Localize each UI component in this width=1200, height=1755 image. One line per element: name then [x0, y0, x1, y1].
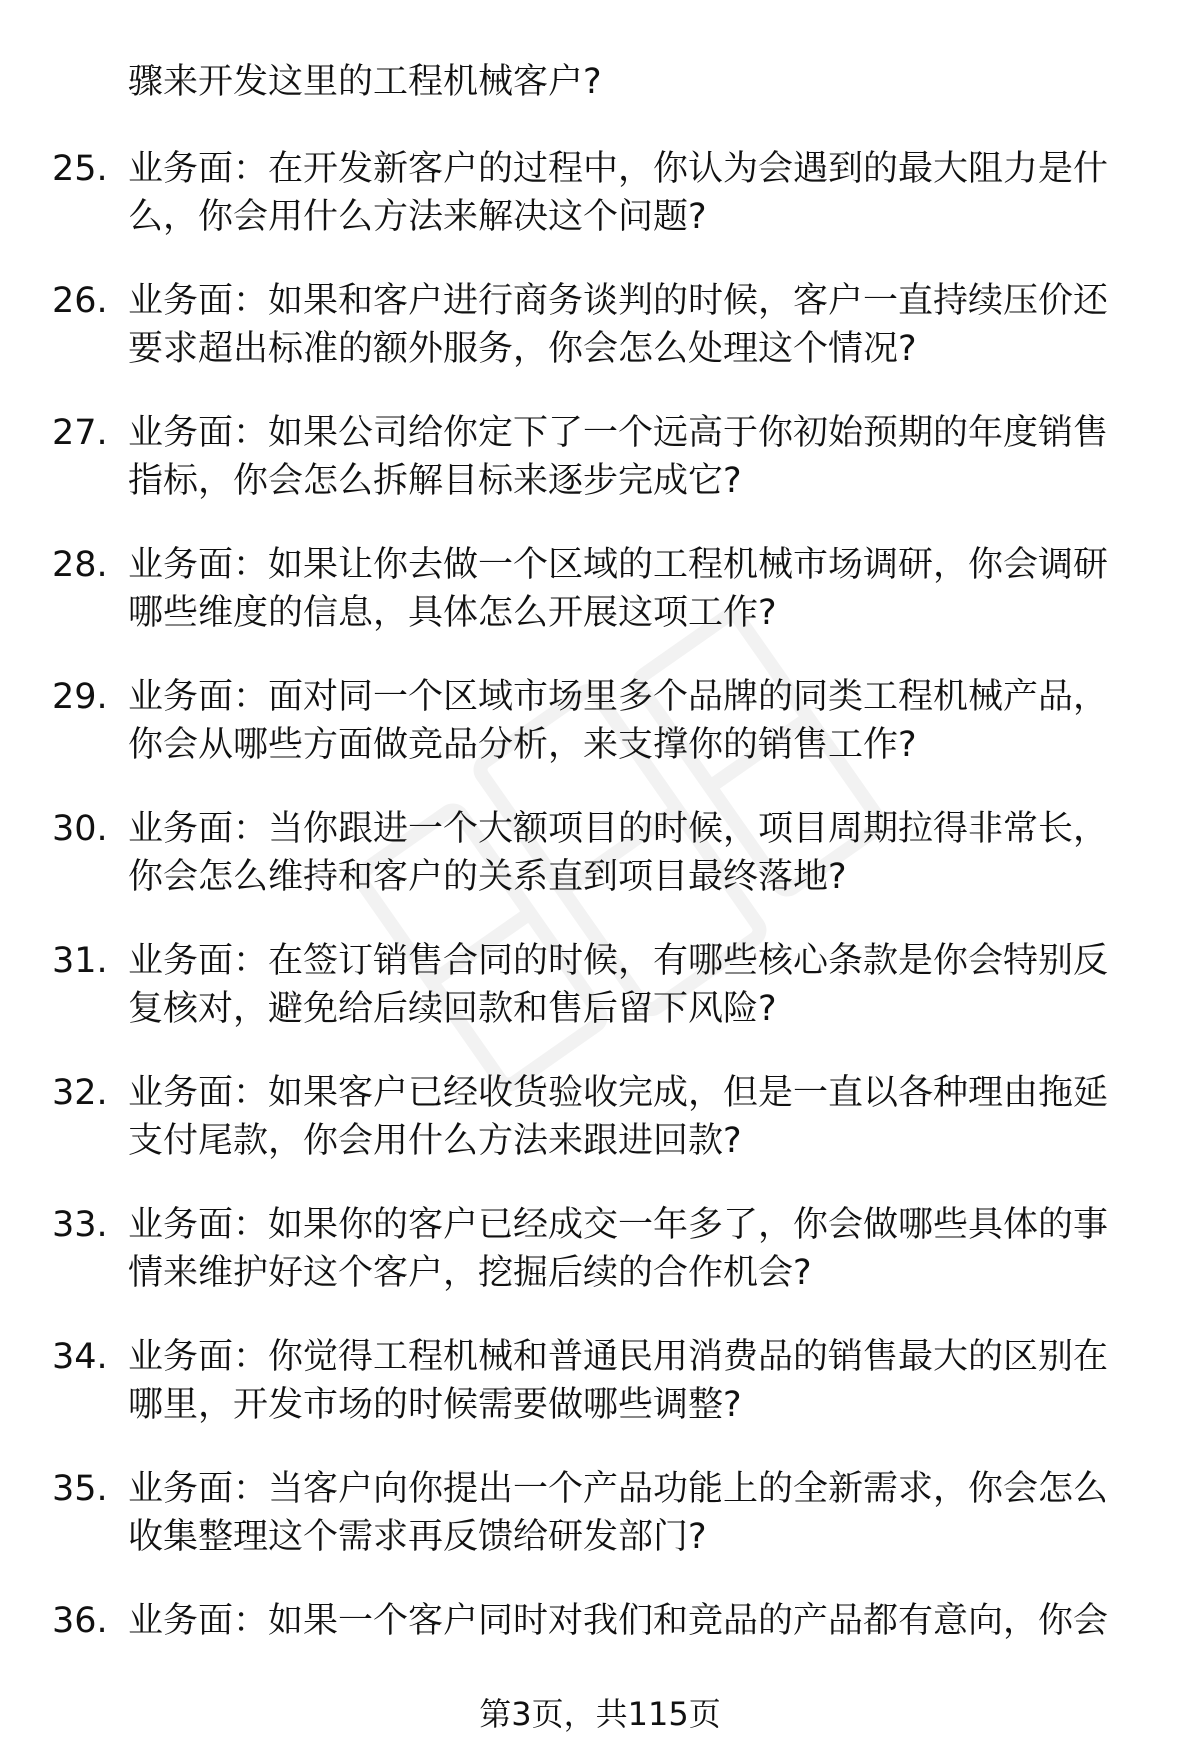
question-line: 业务面：在签订销售合同的时候，有哪些核心条款是你会特别反 — [128, 941, 1109, 981]
question-number: 31. — [52, 941, 108, 981]
continuation-line: 骤来开发这里的工程机械客户? — [128, 62, 602, 102]
list-item — [0, 1465, 1200, 1597]
question-number: 29. — [52, 677, 108, 717]
question-number: 34. — [52, 1337, 108, 1377]
question-number: 33. — [52, 1205, 108, 1245]
list-item — [0, 1333, 1200, 1465]
page-footer: 第3页，共115页 — [479, 1695, 721, 1733]
question-line: 业务面：如果客户已经收货验收完成，但是一直以各种理由拖延 — [128, 1073, 1109, 1113]
question-number: 26. — [52, 281, 108, 321]
list-item — [0, 541, 1200, 673]
question-text — [128, 409, 1148, 505]
question-number: 36. — [52, 1601, 108, 1641]
list-item — [0, 277, 1200, 409]
question-line: 情来维护好这个客户，挖掘后续的合作机会? — [128, 1253, 812, 1293]
question-line: 业务面：在开发新客户的过程中，你认为会遇到的最大阻力是什 — [128, 149, 1109, 189]
list-item — [0, 409, 1200, 541]
list-item — [0, 673, 1200, 805]
question-line: 指标，你会怎么拆解目标来逐步完成它? — [128, 461, 742, 501]
question-line: 业务面：如果你的客户已经成交一年多了，你会做哪些具体的事 — [128, 1205, 1109, 1245]
question-text — [128, 1597, 1148, 1645]
question-number: 32. — [52, 1073, 108, 1113]
question-line: 复核对，避免给后续回款和售后留下风险? — [128, 989, 777, 1029]
question-text — [128, 937, 1148, 1033]
question-number: 27. — [52, 413, 108, 453]
question-number: 30. — [52, 809, 108, 849]
question-text — [128, 1333, 1148, 1429]
question-line: 你会从哪些方面做竞品分析，来支撑你的销售工作? — [128, 725, 917, 765]
question-text — [128, 805, 1148, 901]
question-line: 要求超出标准的额外服务，你会怎么处理这个情况? — [128, 329, 917, 369]
question-line: 业务面：你觉得工程机械和普通民用消费品的销售最大的区别在 — [128, 1337, 1109, 1377]
question-line: 支付尾款，你会用什么方法来跟进回款? — [128, 1121, 742, 1161]
question-number: 35. — [52, 1469, 108, 1509]
question-list — [0, 145, 1200, 1729]
question-line: 你会怎么维持和客户的关系直到项目最终落地? — [128, 857, 847, 897]
question-line: 业务面：面对同一个区域市场里多个品牌的同类工程机械产品， — [128, 677, 1109, 717]
question-line: 业务面：当客户向你提出一个产品功能上的全新需求，你会怎么 — [128, 1469, 1109, 1509]
question-line: 业务面：当你跟进一个大额项目的时候，项目周期拉得非常长， — [128, 809, 1109, 849]
question-line: 收集整理这个需求再反馈给研发部门? — [128, 1517, 707, 1557]
question-line: 业务面：如果让你去做一个区域的工程机械市场调研，你会调研 — [128, 545, 1109, 585]
question-number: 25. — [52, 149, 108, 189]
question-text — [128, 541, 1148, 637]
question-text — [128, 673, 1148, 769]
list-item — [0, 145, 1200, 277]
list-item — [0, 1069, 1200, 1201]
question-text — [128, 1069, 1148, 1165]
question-line: 业务面：如果和客户进行商务谈判的时候，客户一直持续压价还 — [128, 281, 1109, 321]
question-line: 么，你会用什么方法来解决这个问题? — [128, 197, 707, 237]
question-number: 28. — [52, 545, 108, 585]
question-text — [128, 277, 1148, 373]
question-line: 哪里，开发市场的时候需要做哪些调整? — [128, 1385, 742, 1425]
question-text — [128, 145, 1148, 241]
question-line: 业务面：如果公司给你定下了一个远高于你初始预期的年度销售 — [128, 413, 1109, 453]
list-item — [0, 805, 1200, 937]
list-item — [0, 937, 1200, 1069]
question-text — [128, 1201, 1148, 1297]
list-item — [0, 1201, 1200, 1333]
question-text — [128, 1465, 1148, 1561]
question-line: 哪些维度的信息，具体怎么开展这项工作? — [128, 593, 777, 633]
question-line: 业务面：如果一个客户同时对我们和竞品的产品都有意向，你会 — [128, 1601, 1109, 1641]
